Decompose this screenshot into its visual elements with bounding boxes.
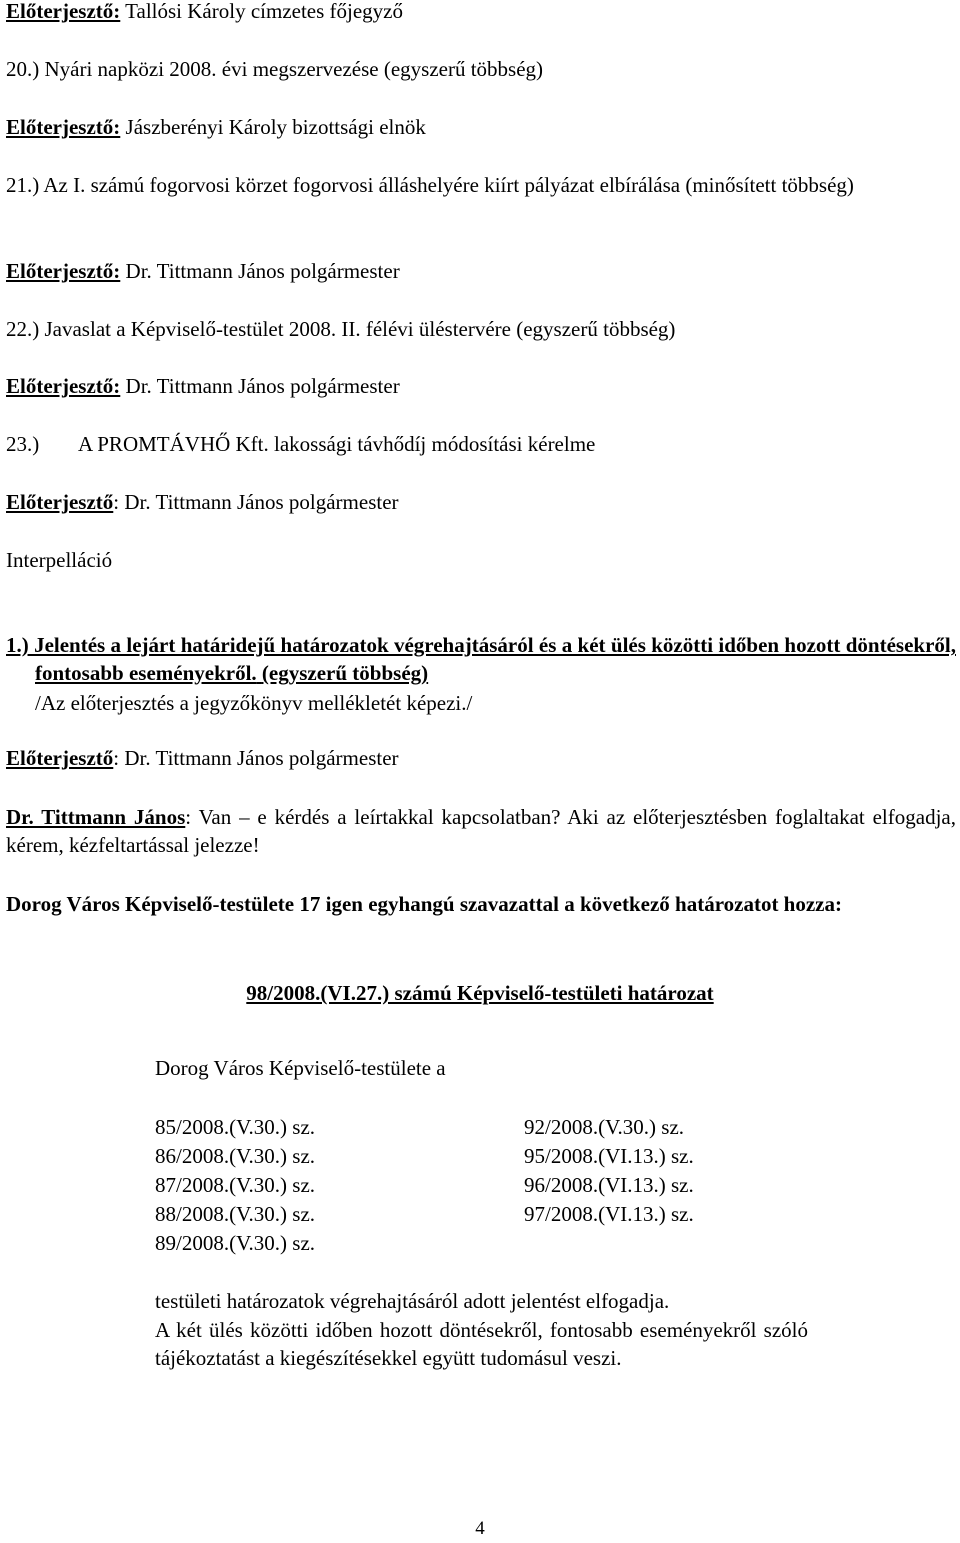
speaker-name: Dr. Tittmann János <box>6 805 186 829</box>
presenter-label: Előterjesztő <box>6 746 114 770</box>
agenda-item-22: 22.) Javaslat a Képviselő-testület 2008. II. félévi üléstervére (egyszerű többség) <box>6 317 676 341</box>
item1-majority: (egyszerű többség) <box>261 661 429 685</box>
agenda-item-23-number: 23.) <box>6 432 40 456</box>
resolution-ref: 87/2008.(V.30.) sz. <box>155 1173 316 1197</box>
presenter-line <box>6 113 426 141</box>
agenda-item-23: A PROMTÁVHŐ Kft. lakossági távhődíj módosítási kérelme <box>78 432 596 456</box>
presenter-name: Dr. Tittmann János polgármester <box>120 374 400 398</box>
speech-paragraph <box>6 803 956 859</box>
agenda-item-20: 20.) Nyári napközi 2008. évi megszervezése (egyszerű többség) <box>6 57 544 81</box>
speech-text: : Van – e kérdés a leírtakkal kapcsolatban? Aki az előterjesztésben foglaltakat elfogadja, kérem, kézfeltartással jelezze! <box>6 805 956 857</box>
resolution-ref: 86/2008.(V.30.) sz. <box>155 1144 316 1168</box>
presenter-name: Jászberényi Károly bizottsági elnök <box>120 115 426 139</box>
interpellation-heading: Interpelláció <box>6 548 113 572</box>
item1-title: 1.) Jelentés a lejárt határidejű határozatok végrehajtásáról és a két ülés közötti időben hozott döntésekről, fontosabb eseményekről. <box>6 633 956 685</box>
presenter-label: Előterjesztő: <box>6 259 121 283</box>
resolution-ref: 95/2008.(VI.13.) sz. <box>524 1144 694 1168</box>
presenter-line <box>6 744 399 772</box>
resolution-ref: 85/2008.(V.30.) sz. <box>155 1115 316 1139</box>
presenter-line <box>6 488 399 516</box>
presenter-name: : Dr. Tittmann János polgármester <box>113 746 399 770</box>
agenda-item-21: 21.) Az I. számú fogorvosi körzet fogorvosi álláshelyére kiírt pályázat elbírálása (minősített többség) <box>6 173 854 197</box>
presenter-line <box>6 372 400 400</box>
page-number: 4 <box>475 1518 485 1539</box>
resolution-ref: 96/2008.(VI.13.) sz. <box>524 1173 694 1197</box>
presenter-line <box>6 257 400 285</box>
presenter-name: Dr. Tittmann János polgármester <box>120 259 400 283</box>
presenter-name: Tallósi Károly címzetes főjegyző <box>120 0 404 23</box>
resolution-text-1: testületi határozatok végrehajtásáról adott jelentést elfogadja. <box>155 1289 670 1313</box>
item1-note: /Az előterjesztés a jegyzőkönyv mellékletét képezi./ <box>35 691 473 715</box>
resolution-title: 98/2008.(VI.27.) számú Képviselő-testületi határozat <box>246 981 714 1005</box>
presenter-label: Előterjesztő: <box>6 374 121 398</box>
presenter-label: Előterjesztő <box>6 490 114 514</box>
resolution-intro: Dorog Város Képviselő-testülete a <box>155 1056 446 1080</box>
resolution-ref: 97/2008.(VI.13.) sz. <box>524 1202 694 1226</box>
resolution-text-2: A két ülés közötti időben hozott döntésekről, fontosabb eseményekről szóló tájékoztatást a kiegészítésekkel együtt tudomásul veszi. <box>155 1318 808 1370</box>
presenter-label: Előterjesztő: <box>6 115 121 139</box>
resolution-ref: 88/2008.(V.30.) sz. <box>155 1202 316 1226</box>
resolution-ref: 89/2008.(V.30.) sz. <box>155 1231 316 1255</box>
presenter-line <box>6 0 403 25</box>
presenter-label: Előterjesztő: <box>6 0 121 23</box>
item1-heading <box>6 631 956 687</box>
vote-statement: Dorog Város Képviselő-testülete 17 igen egyhangú szavazattal a következő határozatot hozza: <box>6 892 843 916</box>
presenter-name: : Dr. Tittmann János polgármester <box>113 490 399 514</box>
resolution-ref: 92/2008.(V.30.) sz. <box>524 1115 685 1139</box>
